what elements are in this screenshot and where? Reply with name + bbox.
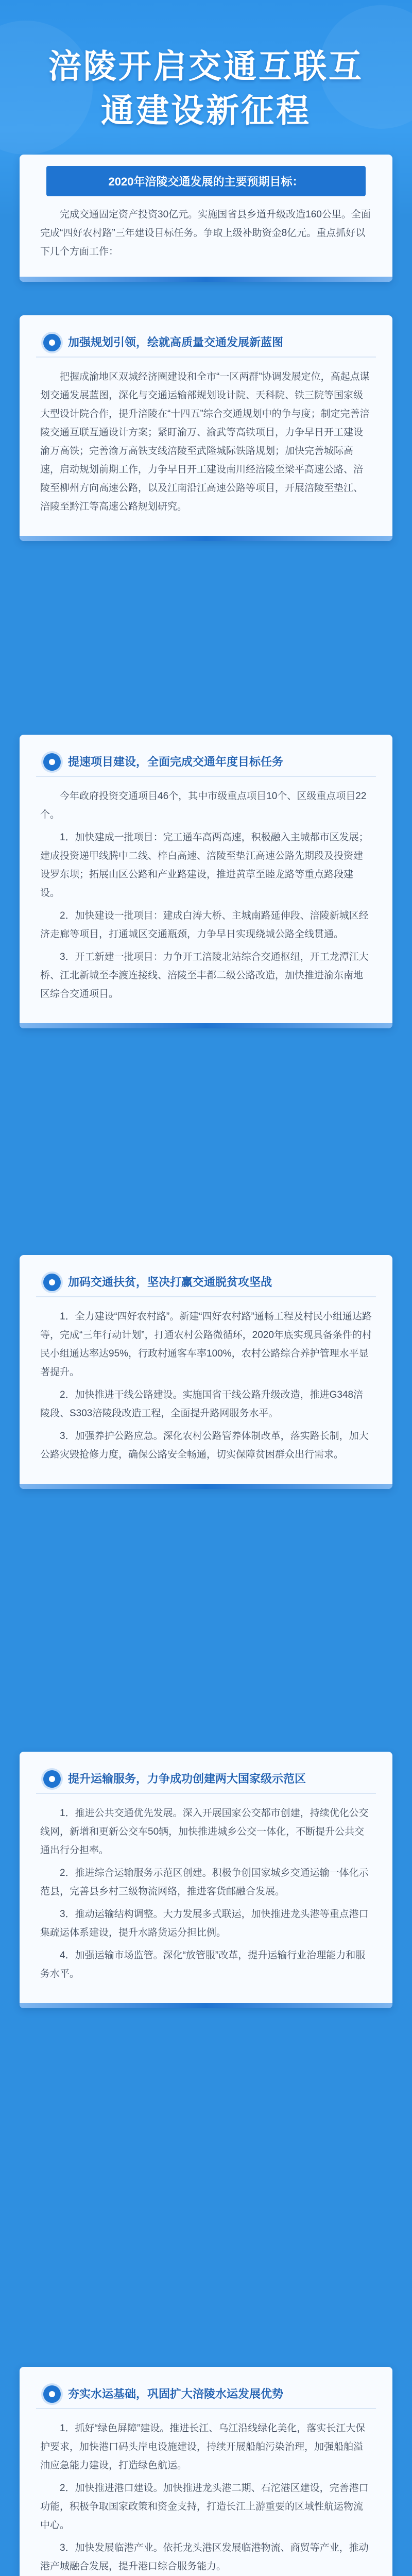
bullet-icon [43, 2385, 61, 2403]
bullet-icon [43, 1770, 61, 1788]
section-paragraph: 2．推进综合运输服务示范区创建。积极争创国家城乡交通运输一体化示范县，完善县乡村三级物流网络，推进客货邮融合发展。 [40, 1868, 369, 1897]
card-divider [20, 2003, 392, 2008]
card-divider [20, 1484, 392, 1489]
bullet-icon [43, 1274, 61, 1291]
section-paragraph: 3．开工新建一批项目：力争开工涪陵北站综合交通枢纽，开工龙潭江大桥、江北新城至李渡连接线、涪陵至丰都二级公路改造，加快推进渝东南地区综合交通项目。 [40, 952, 369, 999]
section-paragraph: 1．全力建设“四好农村路”。新建“四好农村路”通畅工程及村民小组通达路等，完成“三年行动计划”，打通农村公路微循环，2020年底实现具备条件的村民小组通达率达95%，行政村通客车率100%，农村公路综合养护管理水平显著提升。 [40, 1311, 372, 1378]
section-paragraph: 1．推进公共交通优先发展。深入开展国家公交都市创建，持续优化公交线网，新增和更新公交车50辆，加快推进城乡公交一体化，不断提升公共交通出行分担率。 [40, 1808, 369, 1856]
bullet-icon [43, 334, 61, 351]
section-card-5 [20, 2367, 392, 2576]
section-card-4 [20, 1752, 392, 2008]
section-paragraph: 3．加强养护公路应急。深化农村公路管养体制改革，落实路长制，加大公路灾毁抢修力度，确保公路安全畅通，切实保障贫困群众出行需求。 [40, 1431, 369, 1460]
section-title: 加码交通扶贫，坚决打赢交通脱贫攻坚战 [68, 1276, 272, 1289]
section-title: 夯实水运基础，巩固扩大涪陵水运发展优势 [68, 2387, 284, 2400]
section-paragraph: 2．加快建设一批项目：建成白涛大桥、主城南路延伸段、涪陵新城区经济走廊等项目，打通城区交通瓶颈，力争早日实现绕城公路全线贯通。 [40, 910, 369, 940]
section-paragraph: 1．加快建成一批项目：完工通车高两高速，积极融入主城都市区发展；建成投资递甲线腾中二线、梓白高速、涪陵至垫江高速公路先期段及投资建设罗东坝；拓展山区公路和产业路建设，推进黄草至睦龙路等重点路段建设。 [40, 832, 369, 899]
intro-text: 完成交通固定资产投资30亿元。实施国省县乡道升级改造160公里。全面完成“四好农村路”三年建设目标任务。争取上级补助资金8亿元。重点抓好以下几个方面工作： [40, 209, 371, 257]
section-card-3 [20, 1255, 392, 1489]
card-divider [20, 277, 392, 282]
section-card-1 [20, 315, 392, 541]
section-title: 提速项目建设，全面完成交通年度目标任务 [68, 755, 284, 768]
section-paragraph: 把握成渝地区双城经济圈建设和全市“一区两群”协调发展定位，高起点谋划交通发展蓝图，深化与交通运输部规划设计院、天科院、铁三院等国家级大型设计院合作，提升涪陵在“十四五”综合交通规划中的争与度；制定完善涪陵交通互联互通设计方案；紧盯渝万、渝武等高铁项目，力争早日开工建设渝万高铁；完善渝万高铁支线涪陵至武隆城际铁路规划；加快完善城际高速，启动规划前期工作，力争早日开工建设南川经涪陵至梁平高速公路、涪陵至柳州方向高速公路，以及江南沿江高速公路等项目，开展涪陵至垫江、涪陵至黔江等高速公路规划研究。 [40, 371, 370, 512]
section-title: 提升运输服务，力争成功创建两大国家级示范区 [68, 1772, 306, 1785]
bullet-icon [43, 753, 61, 771]
section-paragraph: 今年政府投资交通项目46个，其中市级重点项目10个、区级重点项目22个。 [40, 791, 367, 820]
section-title: 加强规划引领，绘就高质量交通发展新蓝图 [68, 336, 284, 349]
section-paragraph: 1．抓好“绿色屏障”建设。推进长江、乌江沿线绿化美化，落实长江大保护要求，加快港口码头岸电设施建设，持续开展船舶污染治理，加强船舶溢油应急能力建设，打造绿色航运。 [40, 2423, 366, 2471]
section-paragraph: 2．加快推进干线公路建设。实施国省干线公路升级改造，推进G348涪陵段、S303涪陵段改造工程，全面提升路网服务水平。 [40, 1389, 364, 1419]
section-heading [36, 2380, 376, 2409]
intro-banner: 2020年涪陵交通发展的主要预期目标： [46, 166, 366, 196]
section-paragraph: 4．加强运输市场监管。深化“放管服”改革，提升运输行业治理能力和服务水平。 [40, 1950, 366, 1979]
section-heading [36, 1765, 376, 1794]
section-heading [36, 748, 376, 777]
card-divider [20, 1023, 392, 1028]
section-heading [36, 329, 376, 358]
card-divider [20, 536, 392, 541]
section-heading [36, 1268, 376, 1297]
section-paragraph: 3．加快发展临港产业。依托龙头港区发展临港物流、商贸等产业，推动港产城融合发展，提升港口综合服务能力。 [40, 2543, 369, 2572]
intro-card [20, 155, 392, 282]
section-paragraph: 3．推动运输结构调整。大力发展多式联运，加快推进龙头港等重点港口集疏运体系建设，提升水路货运分担比例。 [40, 1909, 369, 1938]
section-paragraph: 2．加快推进港口建设。加快推进龙头港二期、石沱港区建设，完善港口功能，积极争取国家政策和资金支持，打造长江上游重要的区域性航运物流中心。 [40, 2483, 369, 2531]
title-line-1: 涪陵开启交通互联互 [48, 48, 364, 85]
page-title [0, 44, 412, 133]
section-card-2 [20, 735, 392, 1028]
title-line-2: 通建设新征程 [101, 92, 311, 129]
